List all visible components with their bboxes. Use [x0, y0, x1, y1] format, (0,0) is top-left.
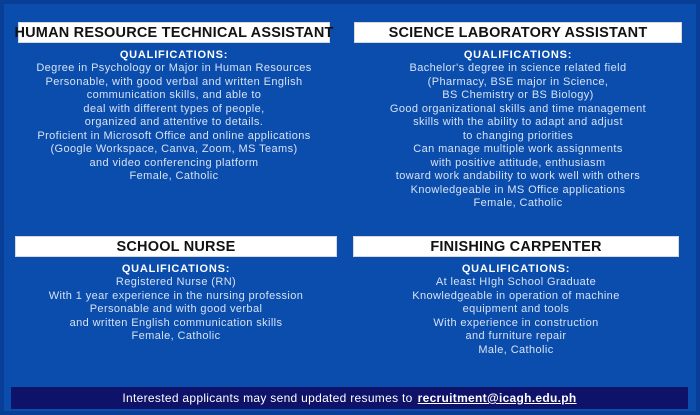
qualification-line: toward work andability to work well with others — [395, 170, 641, 182]
qualification-line: skills with the ability to adapt and adjust — [413, 116, 623, 128]
qualification-line: At least HIgh School Graduate — [435, 276, 597, 288]
job-title-banner — [354, 22, 682, 43]
qualification-line: Good organizational skills and time management — [389, 102, 647, 115]
job-section-finishing-carpenter — [353, 236, 679, 357]
qualification-line: (Pharmacy, BSE major in Science, — [427, 75, 609, 88]
qualification-line: Can manage multiple work assignments — [413, 143, 623, 155]
qualification-line: Proficient in Microsoft Office and online applications — [37, 129, 311, 142]
job-title: SCIENCE LABORATORY ASSISTANT — [388, 24, 648, 41]
qualification-line: Male, Catholic — [478, 343, 554, 356]
job-title-banner — [15, 236, 337, 257]
qualification-line: communication skills, and able to — [86, 89, 262, 101]
qualification-line: Personable and with good verbal — [89, 303, 263, 315]
footer-bar — [11, 387, 688, 409]
qualification-line: Personable, with good verbal and written English — [45, 75, 303, 88]
qualification-line: Knowledgeable in operation of machine — [412, 289, 620, 302]
qualification-list — [15, 276, 337, 344]
qualifications-label: QUALIFICATIONS: — [121, 263, 231, 275]
qualification-line: Female, Catholic — [131, 330, 221, 342]
qualification-line: deal with different types of people, — [83, 102, 265, 115]
qualification-list — [353, 276, 679, 357]
qualifications-label: QUALIFICATIONS: — [461, 263, 571, 275]
qualification-line: With experience in construction — [433, 316, 599, 329]
job-title: FINISHING CARPENTER — [430, 238, 602, 255]
qualifications-label: QUALIFICATIONS: — [119, 49, 229, 61]
qualification-list — [354, 62, 682, 211]
qualification-line: and video conferencing platform — [89, 156, 259, 169]
qualification-line: BS Chemistry or BS Biology) — [442, 89, 594, 101]
qualification-line: and furniture repair — [465, 330, 567, 342]
qualification-line: Knowledgeable in MS Office applications — [410, 183, 626, 196]
qualification-line: equipment and tools — [462, 303, 570, 315]
qualification-line: to changing priorities — [462, 129, 574, 142]
job-title-banner — [14, 22, 334, 43]
qualification-line: Female, Catholic — [129, 170, 219, 182]
job-section-science-laboratory-assistant — [354, 22, 682, 211]
qualification-line: and written English communication skills — [69, 316, 283, 329]
qualification-line: (Google Workspace, Canva, Zoom, MS Teams) — [50, 143, 298, 155]
qualifications-label: QUALIFICATIONS: — [463, 49, 573, 61]
footer-text: Interested applicants may send updated resumes to — [122, 391, 413, 405]
qualification-line: Registered Nurse (RN) — [115, 276, 237, 288]
footer-email-link[interactable]: recruitment@icagh.edu.ph — [417, 391, 577, 405]
qualification-list — [18, 62, 330, 184]
job-section-school-nurse — [15, 236, 337, 344]
qualification-line: With 1 year experience in the nursing profession — [48, 289, 304, 302]
job-title: SCHOOL NURSE — [116, 238, 236, 255]
job-section-hr-technical-assistant — [14, 22, 334, 184]
qualification-line: Degree in Psychology or Major in Human Resources — [36, 62, 312, 74]
job-title: HUMAN RESOURCE TECHNICAL ASSISTANT — [14, 24, 334, 41]
qualification-line: organized and attentive to details. — [84, 116, 264, 128]
job-title-banner — [353, 236, 679, 257]
qualification-line: with positive attitude, enthusiasm — [430, 156, 606, 169]
qualification-line: Female, Catholic — [473, 197, 563, 209]
qualification-line: Bachelor's degree in science related field — [409, 62, 627, 74]
